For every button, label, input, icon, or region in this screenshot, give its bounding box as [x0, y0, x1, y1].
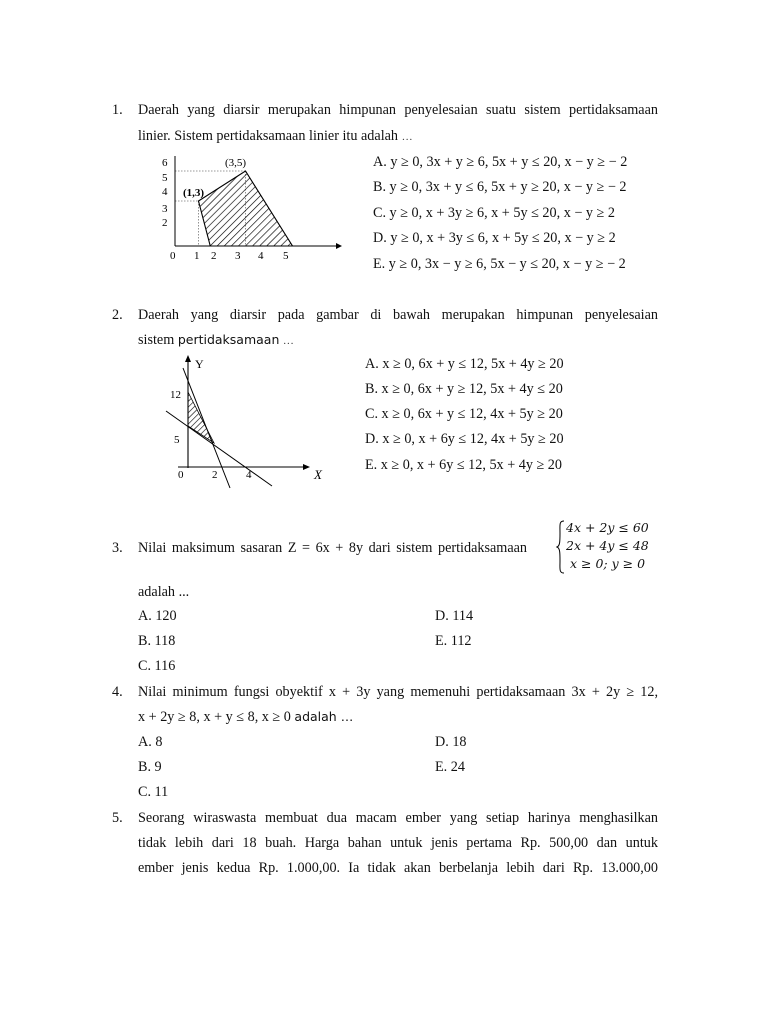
q2-option-b[interactable]: B. x ≥ 0, 6x + y ≥ 12, 5x + 4y ≤ 20 — [365, 381, 563, 397]
q3-option-a[interactable]: A. 120 — [138, 608, 177, 624]
q4-line2-a: x + 2y ≥ 8, x + y ≤ 8, x ≥ 0 — [138, 709, 295, 725]
q3-system-line3: x ≥ 0; y ≥ 0 — [570, 556, 646, 571]
q1-x-tick: 1 — [194, 250, 200, 262]
q1-ellipsis: … — [401, 131, 413, 143]
q1-option-e[interactable]: E. y ≥ 0, 3x − y ≥ 6, 5x − y ≤ 20, x − y ≥ − 2 — [373, 256, 626, 272]
q2-text-line1: Daerah yang diarsir pada gambar di bawah merupakan himpunan penyelesaian — [138, 307, 658, 323]
q4-text-line1: Nilai minimum fungsi obyektif x + 3y yang memenuhi pertidaksamaan 3x + 2y ≥ 12, — [138, 684, 658, 700]
q4-option-e[interactable]: E. 24 — [435, 759, 465, 775]
q5-text-line3: ember jenis kedua Rp. 1.000,00. Ia tidak akan berbelanja lebih dari Rp. 13.000,00 — [138, 860, 658, 876]
q1-shaded-region — [199, 171, 293, 246]
q2-y-axis-arrow — [185, 355, 191, 362]
q2-option-c[interactable]: C. x ≥ 0, 6x + y ≤ 12, 4x + 5y ≥ 20 — [365, 406, 563, 422]
q3-number: 3. — [112, 540, 123, 556]
q1-y-tick: 5 — [162, 172, 168, 184]
q3-option-d[interactable]: D. 114 — [435, 608, 474, 624]
q2-x-tick: 4 — [246, 469, 252, 481]
q1-x-axis-arrow — [336, 243, 342, 249]
q1-point-label-3-5: (3,5) — [225, 157, 247, 169]
q3-inequality-system — [556, 519, 666, 575]
q2-graph — [160, 350, 340, 490]
q5-text-line1: Seorang wiraswasta membuat dua macam ember yang setiap harinya menghasilkan — [138, 810, 658, 826]
q1-x-tick: 5 — [283, 250, 289, 262]
q4-line2-b: adalah … — [294, 709, 354, 724]
q5-number: 5. — [112, 810, 123, 826]
q1-option-a[interactable]: A. y ≥ 0, 3x + y ≥ 6, 5x + y ≤ 20, x − y ≥ − 2 — [373, 154, 628, 170]
q1-line2-text: linier. Sistem pertidaksamaan linier itu adalah — [138, 128, 399, 144]
q1-point-label-1-3: (1,3) — [183, 187, 205, 199]
q2-option-e[interactable]: E. x ≥ 0, x + 6y ≤ 12, 5x + 4y ≥ 20 — [365, 457, 562, 473]
q1-y-tick: 6 — [162, 157, 168, 169]
q1-x-tick: 3 — [235, 250, 241, 262]
q1-x-tick: 2 — [211, 250, 217, 262]
q2-y-tick: 12 — [170, 389, 181, 401]
q2-x-axis-arrow — [303, 464, 310, 470]
q2-option-d[interactable]: D. x ≥ 0, x + 6y ≤ 12, 4x + 5y ≥ 20 — [365, 431, 564, 447]
q3-option-e[interactable]: E. 112 — [435, 633, 472, 649]
q2-number: 2. — [112, 307, 123, 323]
q1-x-tick: 0 — [170, 250, 176, 262]
q2-line2-a: sistem — [138, 332, 178, 348]
q1-graph — [150, 150, 350, 262]
q1-option-c[interactable]: C. y ≥ 0, x + 3y ≥ 6, x + 5y ≤ 20, x − y ≥ 2 — [373, 205, 615, 221]
q3-text: Nilai maksimum sasaran Z = 6x + 8y dari sistem pertidaksamaan — [138, 540, 528, 556]
q1-y-tick: 4 — [162, 186, 168, 198]
q5-text-line2: tidak lebih dari 18 buah. Harga bahan untuk jenis pertama Rp. 500,00 dan untuk — [138, 835, 658, 851]
q1-y-tick: 2 — [162, 217, 168, 229]
q2-option-a[interactable]: A. x ≥ 0, 6x + y ≤ 12, 5x + 4y ≥ 20 — [365, 356, 564, 372]
q2-axis-y-label: Y — [195, 357, 204, 371]
q2-x-tick: 2 — [212, 469, 218, 481]
q1-text-line2 — [138, 127, 413, 146]
q2-line2-b: pertidaksamaan — [177, 332, 280, 347]
q4-option-b[interactable]: B. 9 — [138, 759, 162, 775]
q3-option-b[interactable]: B. 118 — [138, 633, 176, 649]
q1-text-line1: Daerah yang diarsir merupakan himpunan penyelesaian suatu sistem pertidaksamaan — [138, 102, 658, 118]
q4-option-d[interactable]: D. 18 — [435, 734, 467, 750]
q3-tail: adalah ... — [138, 584, 190, 600]
q4-text-line2 — [138, 708, 353, 726]
q2-y-tick: 5 — [174, 434, 180, 446]
q3-brace — [556, 519, 566, 575]
q1-y-tick: 3 — [162, 203, 168, 215]
q3-system-line1: 4x + 2y ≤ 60 — [566, 520, 649, 535]
q2-x-tick: 0 — [178, 469, 184, 481]
q2-text-line2 — [138, 331, 294, 350]
q4-option-c[interactable]: C. 11 — [138, 784, 169, 800]
q1-option-d[interactable]: D. y ≥ 0, x + 3y ≤ 6, x + 5y ≤ 20, x − y ≥ 2 — [373, 230, 616, 246]
q4-number: 4. — [112, 684, 123, 700]
q2-axis-x-label: X — [314, 467, 322, 482]
q1-x-tick: 4 — [258, 250, 264, 262]
q4-option-a[interactable]: A. 8 — [138, 734, 163, 750]
q3-option-c[interactable]: C. 116 — [138, 658, 176, 674]
q3-system-line2: 2x + 4y ≤ 48 — [566, 538, 649, 553]
q2-ellipsis: … — [282, 335, 294, 347]
q1-option-b[interactable]: B. y ≥ 0, 3x + y ≤ 6, 5x + y ≥ 20, x − y ≥ − 2 — [373, 179, 627, 195]
q1-number: 1. — [112, 102, 123, 118]
